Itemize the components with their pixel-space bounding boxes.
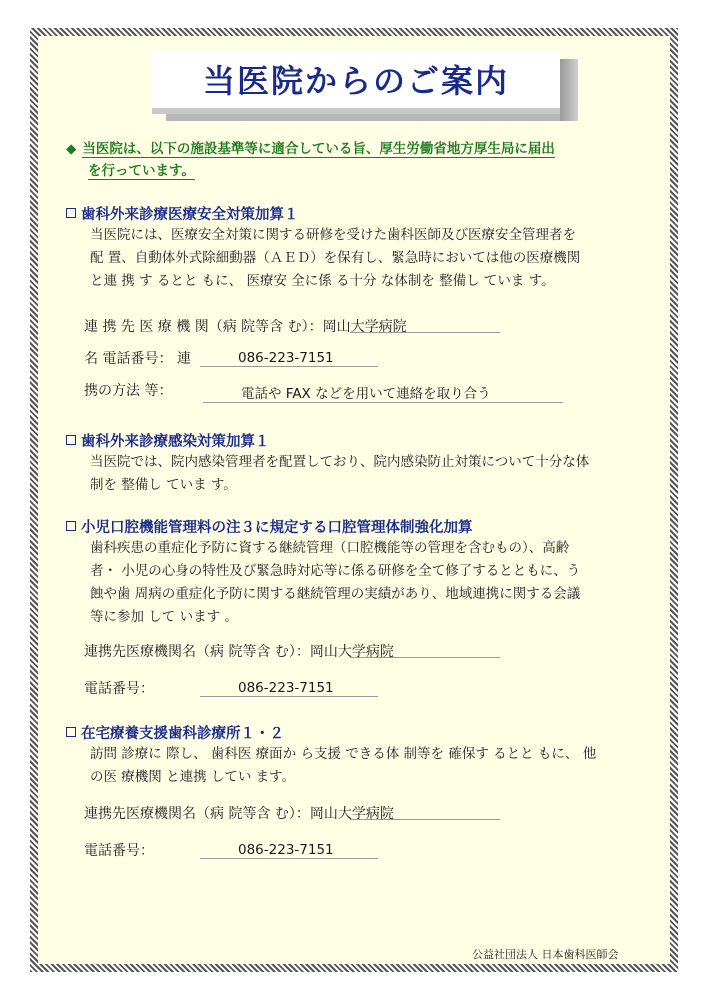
body-line: の医 療機関 と連携 してい ます。 <box>90 769 296 785</box>
body-line: 蝕や歯 周病の重症化予防に関する継続管理の実績があり、地域連携に関する会議 <box>90 586 581 602</box>
page-title: 当医院からのご案内 <box>202 62 509 100</box>
section-body <box>90 451 660 497</box>
phone-label: 電話番号： <box>84 843 154 859</box>
checkbox-icon <box>66 521 76 531</box>
checkbox-icon <box>66 435 76 445</box>
partner-institution-label: 連 携 先 医 療 機 関（病 院等含 む）：岡山大学病院 <box>84 319 407 335</box>
phone-label: 電話番号： <box>84 681 154 697</box>
diamond-icon: ◆ <box>66 141 77 157</box>
section-body <box>90 743 660 789</box>
section-heading-text: 小児口腔機能管理料の注３に規定する口腔管理体制強化加算 <box>81 520 473 536</box>
phone-value: 086-223-7151 <box>200 350 378 367</box>
section-heading <box>66 430 270 451</box>
contact-method-label: 携の方法 等： <box>84 383 173 399</box>
section-heading <box>66 722 284 743</box>
section-heading <box>66 203 299 224</box>
body-line: 制を 整備し ていま す。 <box>90 477 237 493</box>
partner-institution-label: 連携先医療機関名（病 院等含 む）：岡山大学病院 <box>84 806 394 822</box>
checkbox-icon <box>66 727 76 737</box>
section-heading <box>66 516 473 537</box>
title-banner <box>152 50 560 108</box>
intro-notice <box>66 138 646 182</box>
phone-value: 086-223-7151 <box>200 680 378 697</box>
body-line: と連 携 す るとと もに、 医療安 全に係 る十分 な体制を 整備し ていま す。 <box>90 273 555 289</box>
body-line: 配 置、自動体外式除細動器（ＡＥＤ）を保有し、緊急時においては他の医療機関 <box>90 250 581 266</box>
body-line: 当医院では、院内感染管理者を配置しており、院内感染防止対策について十分な体 <box>90 454 590 470</box>
underline <box>350 819 500 820</box>
body-line: 等に参加 して います 。 <box>90 609 238 625</box>
section-body <box>90 537 660 629</box>
body-line: 歯科疾患の重症化予防に資する継続管理（口腔機能等の管理を含むもの）、高齢 <box>90 540 570 556</box>
phone-label: 名 電話番号： 連 <box>84 351 191 367</box>
body-line: 訪問 診療に 際し、 歯科医 療面か ら支援 できる体 制等を 確保す るとと もに、 他 <box>90 746 597 762</box>
title-bevel <box>560 59 578 121</box>
body-line: 当医院には、医療安全対策に関する研修を受けた歯科医師及び医療安全管理者を <box>90 227 576 243</box>
section-heading-text: 歯科外来診療感染対策加算１ <box>81 434 270 450</box>
partner-institution-label: 連携先医療機関名（病 院等含 む）：岡山大学病院 <box>84 644 394 660</box>
checkbox-icon <box>66 208 76 218</box>
underline <box>350 332 500 333</box>
intro-line-2-text: を行っています。 <box>88 163 195 179</box>
intro-line-1: 当医院は、以下の施設基準等に適合している旨、厚生労働省地方厚生局に届出 <box>82 141 555 157</box>
section-heading-text: 在宅療養支援歯科診療所１・２ <box>81 726 284 742</box>
body-line: 者・ 小児の心身の特性及び緊急時対応等に係る研修を全て修了するとともに、う <box>90 563 581 579</box>
contact-method-value: 電話や FAX などを用いて連絡を取り合う <box>203 382 563 403</box>
section-body <box>90 224 660 293</box>
section-heading-text: 歯科外来診療医療安全対策加算１ <box>81 207 299 223</box>
underline <box>350 657 500 658</box>
intro-line-2 <box>66 160 646 182</box>
phone-value: 086-223-7151 <box>200 842 378 859</box>
footer-organization: 公益社団法人 日本歯科医師会 <box>472 948 619 961</box>
